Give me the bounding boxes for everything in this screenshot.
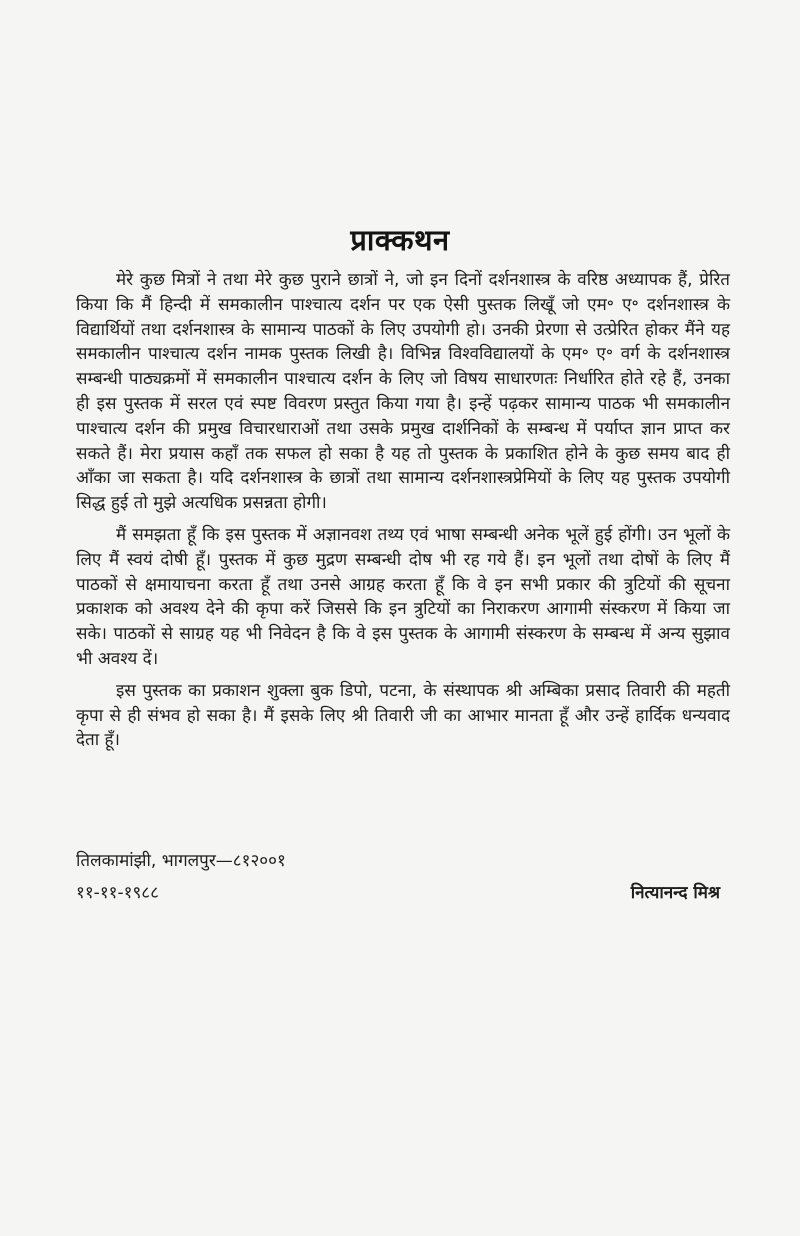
date-line: ११-११-१९८८ <box>76 883 159 903</box>
paragraph-2: मैं समझता हूँ कि इस पुस्तक में अज्ञानवश तथ्य एवं भाषा सम्बन्धी अनेक भूलें हुई होंगी। उन भूलों के लिए मैं स्वयं दोषी हूँ। पुस्तक में कुछ मुद्रण सम्बन्धी दोष भी रह गये हैं। इन भूलों तथा दोषों के लिए मैं पाठकों से क्षमायाचना करता हूँ तथा उनसे आग्रह करता हूँ कि वे इन सभी प्रकार की त्रुटियों की सूचना प्रकाशक को अवश्य देने की कृपा करें जिससे कि इन त्रुटियों का निराकरण आगामी संस्करण में किया जा सके। पाठकों से साग्रह यह भी निवेदन है कि वे इस पुस्तक के आगामी संस्करण के सम्बन्ध में अन्य सुझाव भी अवश्य दें। <box>76 524 730 669</box>
paragraph-1: मेरे कुछ मित्रों ने तथा मेरे कुछ पुराने छात्रों ने, जो इन दिनों दर्शनशास्त्र के वरिष्ठ अध्यापक हैं, प्रेरित किया कि मैं हिन्दी में समकालीन पाश्चात्य दर्शन पर एक ऐसी पुस्तक लिखूँ जो एम॰ ए॰ दर्शनशास्त्र के विद्यार्थियों तथा दर्शनशास्त्र के सामान्य पाठकों के लिए उपयोगी हो। उनकी प्रेरणा से उत्प्रेरित होकर मैंने यह समकालीन पाश्चात्य दर्शन नामक पुस्तक लिखी है। विभिन्न विश्वविद्यालयों के एम॰ ए॰ वर्ग के दर्शनशास्त्र सम्बन्धी पाठ्यक्रमों में समकालीन पाश्चात्य दर्शन के लिए जो विषय साधारणतः निर्धारित होते रहे हैं, उनका ही इस पुस्तक में सरल एवं स्पष्ट विवरण प्रस्तुत किया गया है। इन्हें पढ़कर सामान्य पाठक भी समकालीन पाश्चात्य दर्शन की प्रमुख विचारधाराओं तथा उसके प्रमुख दार्शनिकों के सम्बन्ध में पर्याप्त ज्ञान प्राप्त कर सकते हैं। मेरा प्रयास कहाँ तक सफल हो सका है यह तो पुस्तक के प्रकाशित होने के कुछ समय बाद ही आँका जा सकता है। यदि दर्शनशास्त्र के छात्रों तथा सामान्य दर्शनशास्त्रप्रेमियों के लिए यह पुस्तक उपयोगी सिद्ध हुई तो मुझे अत्यधिक प्रसन्नता होगी। <box>76 270 730 514</box>
paragraph-3: इस पुस्तक का प्रकाशन शुक्ला बुक डिपो, पटना, के संस्थापक श्री अम्बिका प्रसाद तिवारी की महती कृपा से ही संभव हो सका है। मैं इसके लिए श्री तिवारी जी का आभार मानता हूँ और उन्हें हार्दिक धन्यवाद देता हूँ। <box>76 680 730 751</box>
place-line: तिलकामांझी, भागलपुर—८१२००१ <box>76 851 286 871</box>
page-title: प्राक्कथन <box>350 223 450 257</box>
preface-body <box>76 268 730 760</box>
author-signature: नित्यानन्द मिश्र <box>630 883 720 903</box>
